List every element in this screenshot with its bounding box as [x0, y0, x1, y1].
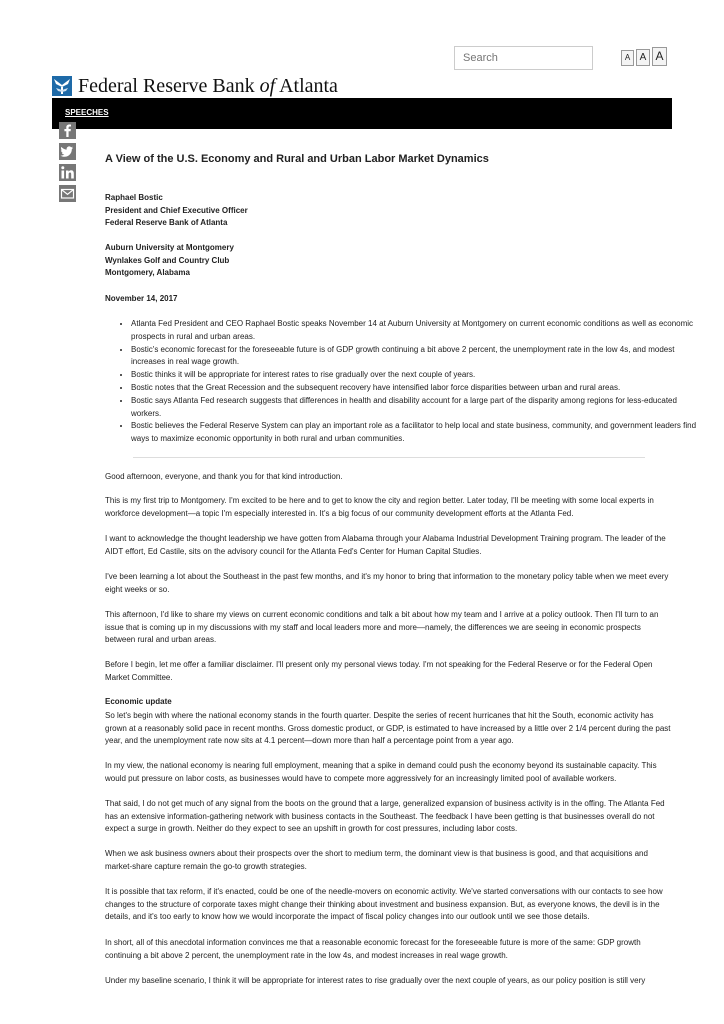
font-size-medium-button[interactable]: A [636, 49, 650, 66]
speaker-org: Federal Reserve Bank of Atlanta [105, 218, 228, 227]
list-item: • Atlanta Fed President and CEO Raphael Bostic speaks November 14 at Auburn University at Montgomery on current economic conditions as well as economic prospects in rural and urban areas. [131, 318, 697, 344]
divider [133, 457, 645, 458]
speaker-name: Raphael Bostic [105, 193, 163, 202]
paragraph: Under my baseline scenario, I think it will be appropriate for interest rates to rise gradually over the next couple of years, as our policy position is still very [105, 976, 646, 985]
site-logo-text[interactable] [78, 73, 338, 99]
speech-date: November 14, 2017 [105, 294, 178, 303]
logo-text-part3: Atlanta [275, 75, 338, 97]
section-heading: Economic update [105, 697, 172, 706]
paragraph: In my view, the national economy is nearing full employment, meaning that a spike in demand could push the economy beyond its sustainable capacity. This would put pressure on labor costs, as businesses would have to compete more aggressively for an increasingly limited pool of available workers. [105, 761, 657, 783]
paragraph: When we ask business owners about their prospects over the short to medium term, the dominant view is that business is good, and that acquisitions and market-share capture remain the go-to growth strategies. [105, 849, 648, 871]
list-item: • Bostic notes that the Great Recession and the subsequent recovery have intensified labor force disparities between urban and rural areas. [131, 382, 697, 395]
page-title: A View of the U.S. Economy and Rural and Urban Labor Market Dynamics [105, 153, 489, 165]
speeches-link[interactable]: SPEECHES [65, 108, 109, 117]
paragraph: This afternoon, I'd like to share my views on current economic conditions and talk a bit about how my team and I arrive at a policy outlook. Then I'll turn to an issue that is coming up in my discussions with my staff and local leaders more and more—namely, the differences we are seeing in economic prospects between rural and urban areas. [105, 610, 659, 645]
paragraph: Good afternoon, everyone, and thank you for that kind introduction. [105, 472, 343, 481]
paragraph: That said, I do not get much of any signal from the boots on the ground that a large, generalized expansion of business activity is in the offing. The Atlanta Fed has an extensive information-gathering network with business contacts in the Southeast. The feedback I have been getting is that businesses overall do not expect a surge in growth. Neither do they expect to see an upshift in growth for cost pressures, including labor costs. [105, 799, 665, 834]
paragraph: I've been learning a lot about the Southeast in the past few months, and it's my honor to bring that information to the monetary policy table when we meet every eight weeks or so. [105, 572, 669, 594]
logo-text-of: of [259, 75, 276, 97]
linkedin-icon[interactable] [59, 164, 76, 181]
venue-line: Montgomery, Alabama [105, 268, 190, 277]
font-size-large-button[interactable]: A [652, 47, 667, 66]
paragraph: I want to acknowledge the thought leadership we have gotten from Alabama through your Alabama Industrial Development Training program. The leader of the AIDT effort, Ed Castile, sits on the advisory council for the Atlanta Fed's Center for Human Capital Studies. [105, 534, 666, 556]
paragraph: This is my first trip to Montgomery. I'm excited to be here and to get to know the city and region better. Later today, I'll be meeting with some local experts in workforce development—a topic I'm especially interested in. It's a big focus of our community development efforts at the Atlanta Fed. [105, 496, 654, 518]
speaker-title: President and Chief Executive Officer [105, 206, 248, 215]
list-item: • Bostic believes the Federal Reserve System can play an important role as a facilitator to help local and state business, community, and government leaders find ways to maximize economic opportunity in both rural and urban communities. [131, 420, 697, 446]
list-item: • Bostic's economic forecast for the foreseeable future is of GDP growth continuing a bit above 2 percent, the unemployment rate in the low 4s, and modest increases in real wage growth. [131, 344, 697, 370]
search-input[interactable] [454, 46, 593, 70]
venue-line: Wynlakes Golf and Country Club [105, 256, 230, 265]
logo-text-part1: Federal Reserve Bank [78, 75, 260, 97]
paragraph: It is possible that tax reform, if it's enacted, could be one of the needle-movers on economic activity. We've started conversations with our contacts to see how changes to the structure of corporate taxes might change their thinking about investment and business expansion. But, as everyone knows, the devil is in the details, and it's too early to know how we would incorporate the impact of fiscal policy changes into our outlook until we see those details. [105, 887, 663, 922]
fed-eagle-logo-icon[interactable] [52, 76, 72, 96]
list-item: • Bostic thinks it will be appropriate for interest rates to rise gradually over the next couple of years. [131, 369, 697, 382]
font-size-small-button[interactable]: A [621, 50, 634, 66]
section-bar [52, 98, 672, 129]
list-item: • Bostic says Atlanta Fed research suggests that differences in health and disability account for a large part of the disparity among regions for less-educated workers. [131, 395, 697, 421]
paragraph: So let's begin with where the national economy stands in the fourth quarter. Despite the series of recent hurricanes that hit the South, economic activity has grown at a reasonably solid pace in recent months. Gross domestic product, or GDP, is estimated to have increased by a little over 2 1/4 percent during the past year, and the unemployment rate now sits at 4.1 percent—down more than half a percentage point from a year ago. [105, 711, 671, 746]
venue-line: Auburn University at Montgomery [105, 243, 234, 252]
paragraph: Before I begin, let me offer a familiar disclaimer. I'll present only my personal views today. I'm not speaking for the Federal Reserve or for the Federal Open Market Committee. [105, 660, 653, 682]
email-icon[interactable] [59, 185, 76, 202]
facebook-icon[interactable] [59, 122, 76, 139]
summary-list [105, 318, 697, 446]
paragraph: In short, all of this anecdotal information convinces me that a reasonable economic forecast for the foreseeable future is more of the same: GDP growth continuing a bit above 2 percent, the unemployment rate in the low 4s, and modest increases in real wage growth. [105, 938, 641, 960]
twitter-icon[interactable] [59, 143, 76, 160]
